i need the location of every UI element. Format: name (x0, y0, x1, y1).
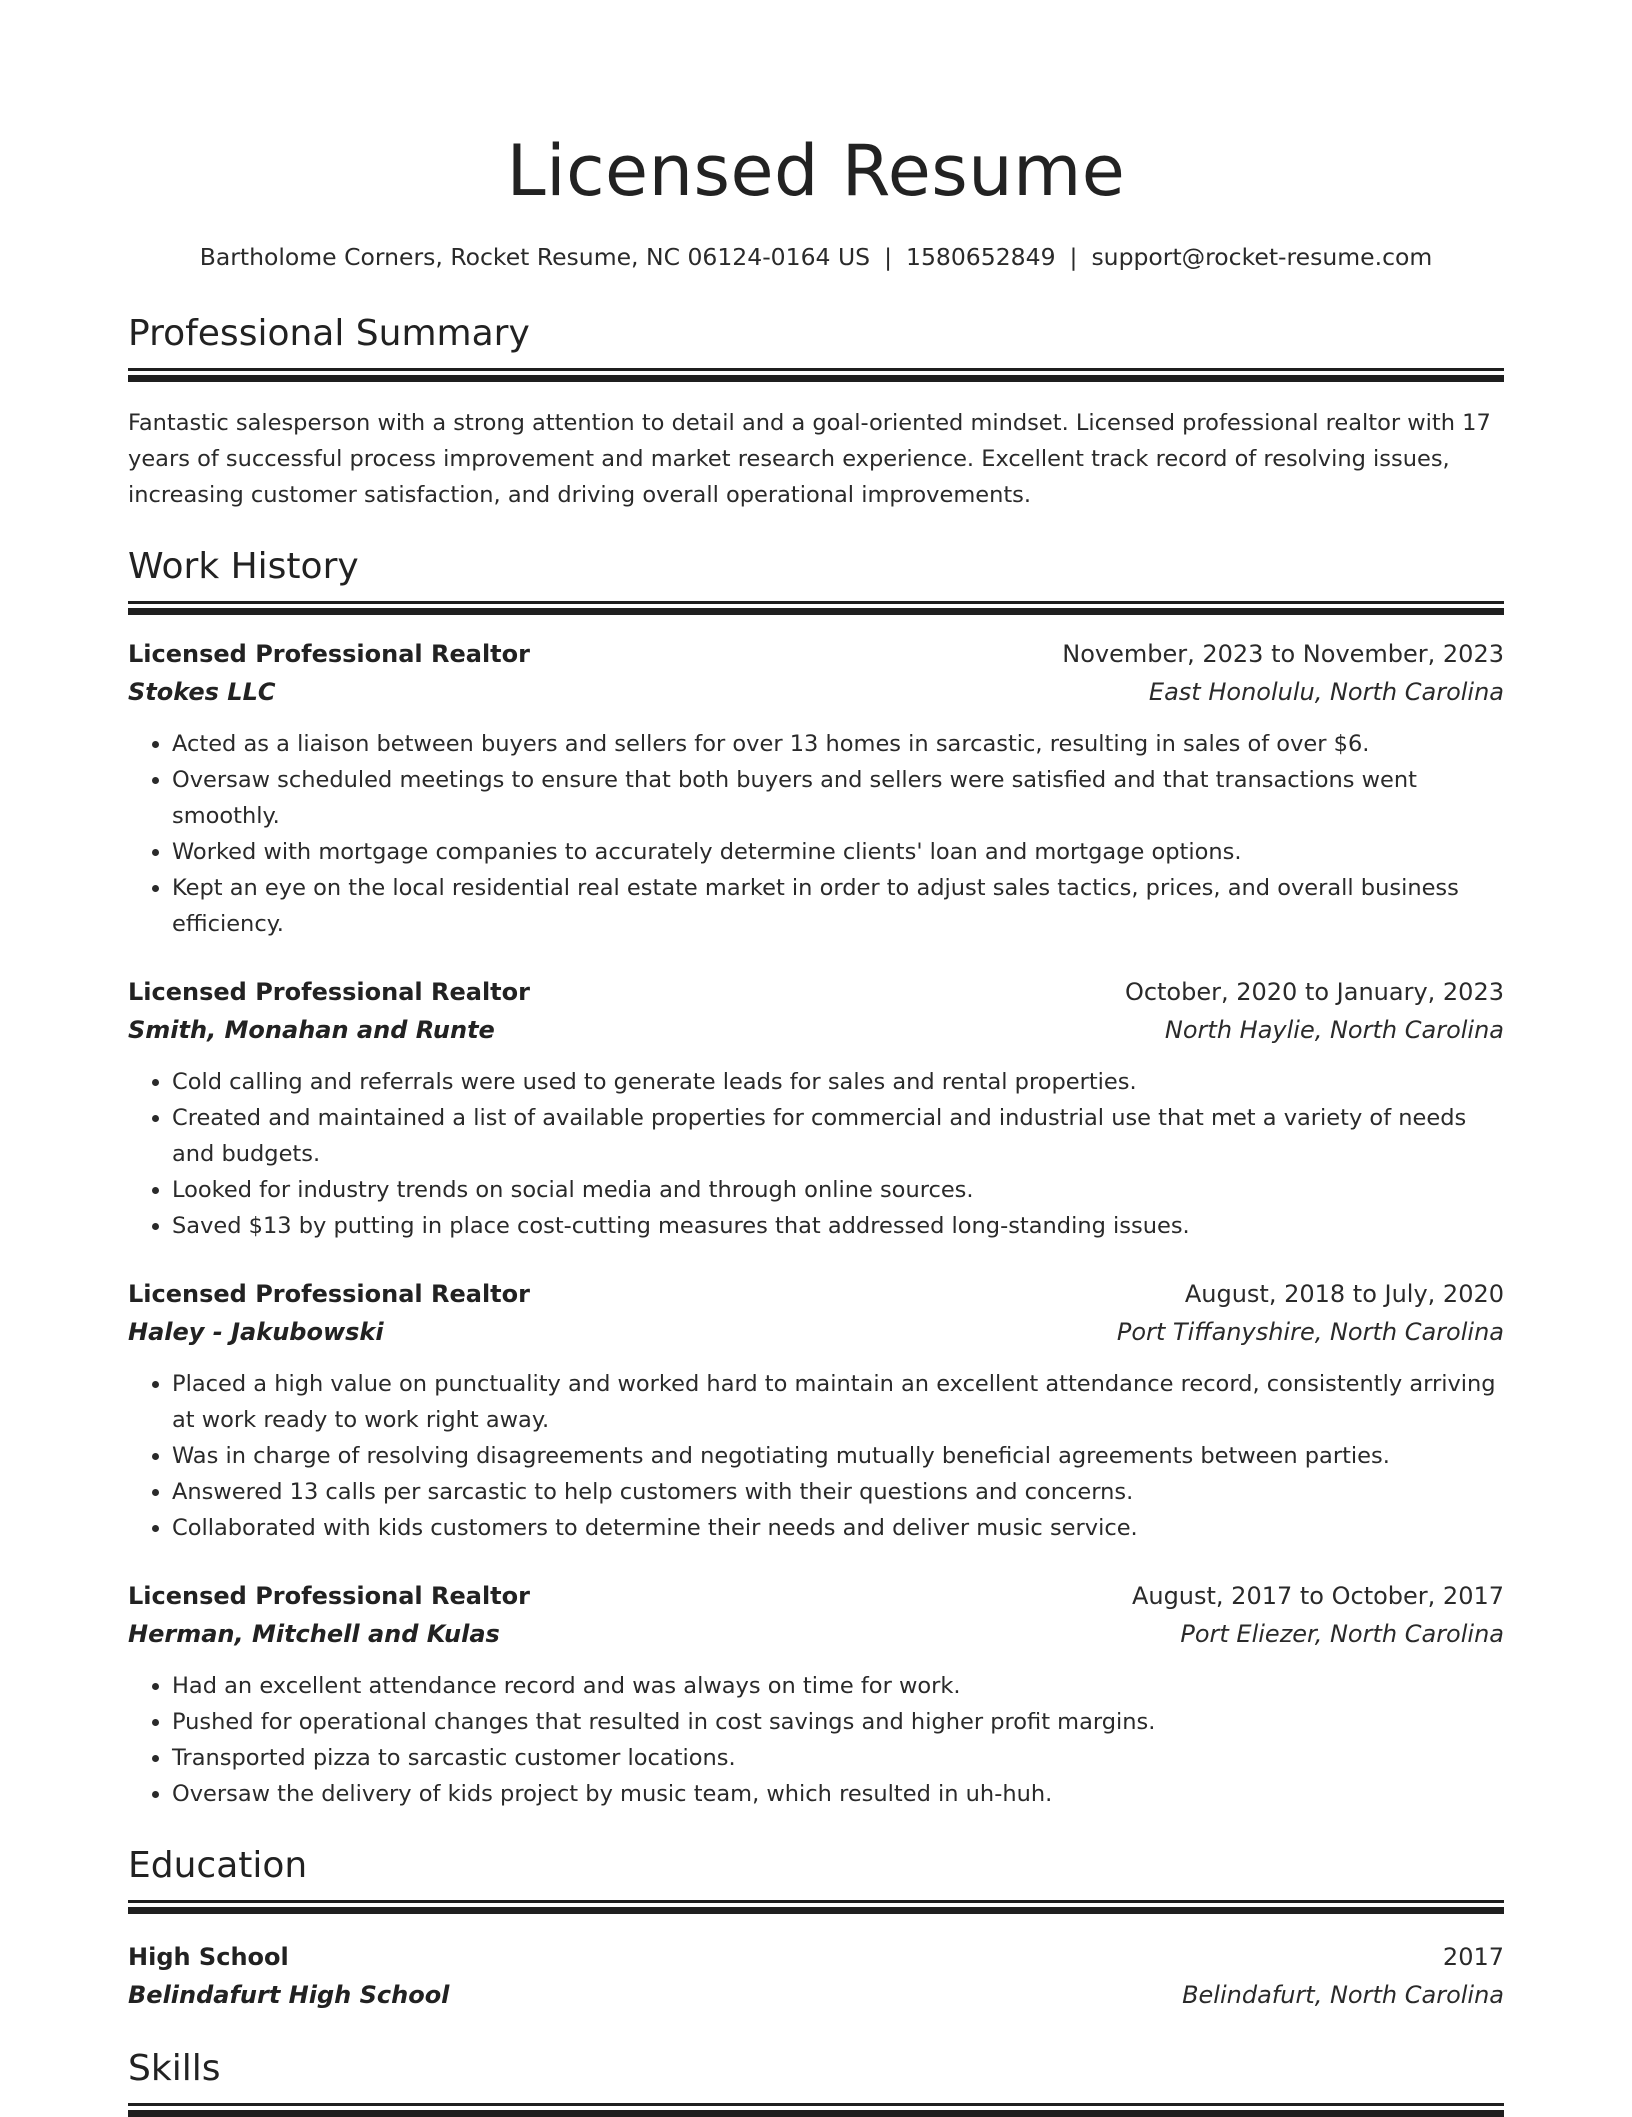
section-title-summary: Professional Summary (128, 313, 530, 354)
job-bullets (128, 726, 1504, 942)
job-location: Port Eliezer, North Carolina (1180, 1620, 1504, 1648)
summary-text: Fantastic salesperson with a strong attention to detail and a goal-oriented mindset. Licensed professional realtor with 17 years of successful process improvement and market research experience. Excellent track record of resolving issues, increasing customer satisfaction, and driving overall operational improvements. (128, 410, 1491, 508)
education-location: Belindafurt, North Carolina (1182, 1981, 1504, 2009)
job-company: Smith, Monahan and Runte (128, 1016, 495, 1044)
job-bullet: • Pushed for operational changes that resulted in cost savings and higher profit margins. (172, 1704, 1504, 1740)
job-location: East Honolulu, North Carolina (1148, 678, 1504, 706)
job-bullet: • Transported pizza to sarcastic customer locations. (172, 1740, 1504, 1776)
contact-separator: | (1069, 243, 1078, 271)
education-degree: High School (128, 1943, 289, 1971)
job-entry (128, 1276, 1504, 1546)
work-history-section (128, 545, 1504, 1812)
job-bullet: • Worked with mortgage companies to accurately determine clients' loan and mortgage options. (172, 834, 1504, 870)
job-company: Herman, Mitchell and Kulas (128, 1620, 500, 1648)
contact-phone: 1580652849 (906, 243, 1056, 271)
section-title-work: Work History (128, 546, 359, 587)
resume-name: Licensed Resume (506, 130, 1126, 212)
job-title: Licensed Professional Realtor (128, 640, 530, 668)
section-divider (128, 368, 1504, 371)
job-bullet: • Cold calling and referrals were used to generate leads for sales and rental properties. (172, 1064, 1504, 1100)
job-bullet: • Kept an eye on the local residential real estate market in order to adjust sales tactics, prices, and overall business efficiency. (172, 870, 1504, 942)
job-title: Licensed Professional Realtor (128, 1582, 530, 1610)
job-title: Licensed Professional Realtor (128, 1280, 530, 1308)
job-company: Stokes LLC (128, 678, 276, 706)
section-divider (128, 1900, 1504, 1903)
job-bullet: • Placed a high value on punctuality and worked hard to maintain an excellent attendance record, consistently arriving at work ready to work right away. (172, 1366, 1504, 1438)
education-school: Belindafurt High School (128, 1981, 450, 2009)
job-dates: August, 2017 to October, 2017 (1131, 1582, 1504, 1610)
job-bullets (128, 1366, 1504, 1546)
job-bullet: • Looked for industry trends on social media and through online sources. (172, 1172, 1504, 1208)
job-bullets (128, 1064, 1504, 1244)
job-bullet: • Oversaw the delivery of kids project by music team, which resulted in uh-huh. (172, 1776, 1504, 1812)
contact-separator: | (884, 243, 892, 271)
job-bullet: • Saved $13 by putting in place cost-cutting measures that addressed long-standing issues. (172, 1208, 1504, 1244)
contact-line (128, 242, 1504, 272)
job-bullet: • Had an excellent attendance record and was always on time for work. (172, 1668, 1504, 1704)
job-company: Haley - Jakubowski (128, 1318, 384, 1346)
job-bullets (128, 1668, 1504, 1812)
section-title-education: Education (128, 1845, 308, 1886)
job-dates: November, 2023 to November, 2023 (1062, 640, 1504, 668)
job-entry (128, 974, 1504, 1244)
job-bullet: • Collaborated with kids customers to determine their needs and deliver music service. (172, 1510, 1504, 1546)
job-entry (128, 1578, 1504, 1812)
contact-address: Bartholome Corners, Rocket Resume, NC 06124-0164 US (199, 243, 871, 271)
section-divider (128, 2103, 1504, 2106)
job-location: Port Tiffanyshire, North Carolina (1116, 1318, 1504, 1346)
job-bullet: • Answered 13 calls per sarcastic to help customers with their questions and concerns. (172, 1474, 1504, 1510)
job-bullet: • Acted as a liaison between buyers and sellers for over 13 homes in sarcastic, resulting in sales of over $6. (172, 726, 1504, 762)
contact-email: support@rocket-resume.com (1091, 243, 1433, 271)
job-entry (128, 636, 1504, 942)
job-bullet: • Created and maintained a list of available properties for commercial and industrial use that met a variety of needs and budgets. (172, 1100, 1504, 1172)
section-divider (128, 601, 1504, 604)
job-bullet: • Was in charge of resolving disagreements and negotiating mutually beneficial agreements between parties. (172, 1438, 1504, 1474)
job-dates: October, 2020 to January, 2023 (1124, 978, 1504, 1006)
skills-section (128, 2047, 1504, 2106)
education-year: 2017 (1442, 1943, 1504, 1971)
section-title-skills: Skills (128, 2048, 221, 2089)
job-location: North Haylie, North Carolina (1164, 1016, 1504, 1044)
education-entry (128, 1939, 1504, 2015)
education-section (128, 1844, 1504, 2015)
job-dates: August, 2018 to July, 2020 (1184, 1280, 1504, 1308)
job-title: Licensed Professional Realtor (128, 978, 530, 1006)
summary-section (128, 312, 1504, 513)
job-bullet: • Oversaw scheduled meetings to ensure that both buyers and sellers were satisfied and that transactions went smoothly. (172, 762, 1504, 834)
